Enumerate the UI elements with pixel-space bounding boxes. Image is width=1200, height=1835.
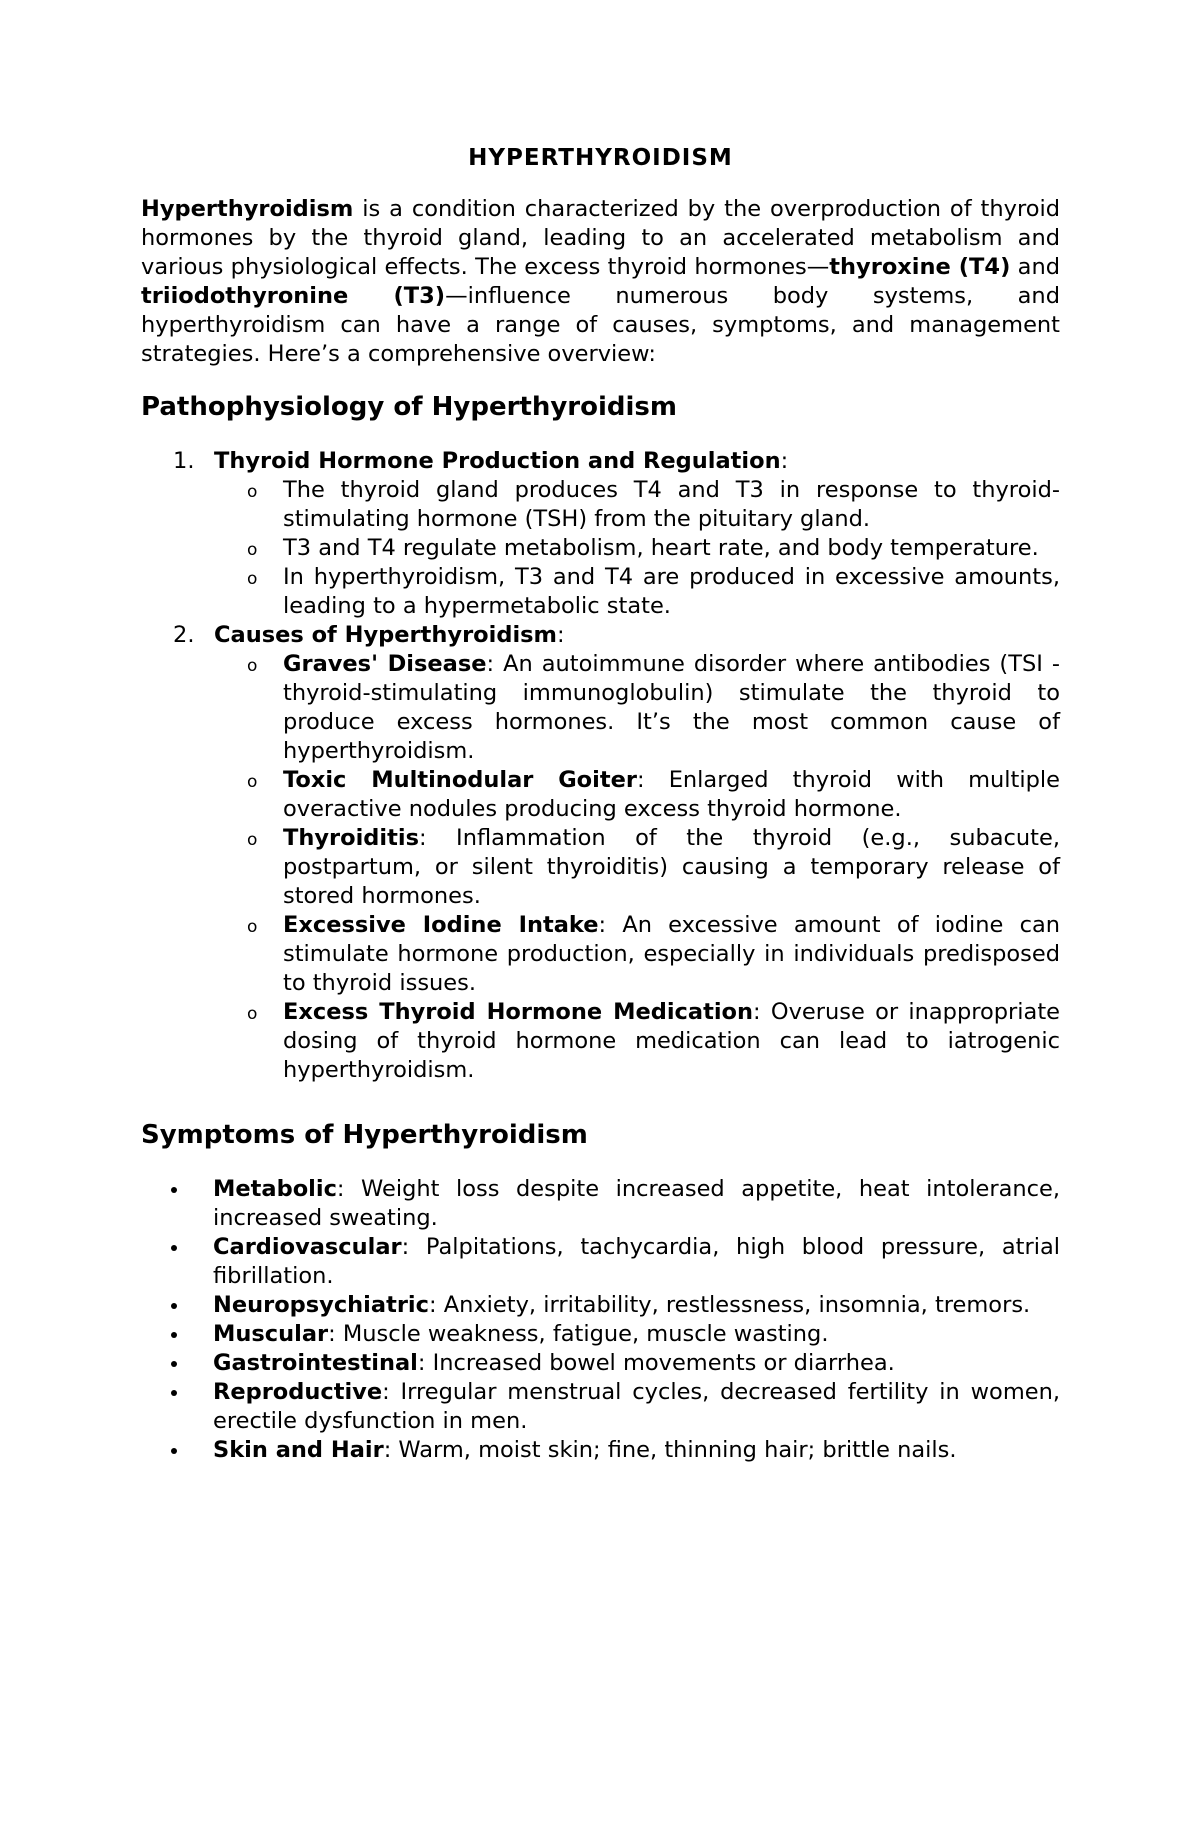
list-item-term: Toxic Multinodular Goiter	[283, 767, 637, 793]
symptom-text: : Muscle weakness, fatigue, muscle wasting.	[328, 1321, 829, 1347]
circle-bullet-icon: o	[247, 917, 258, 937]
list-item-term: Excessive Iodine Intake	[283, 912, 599, 938]
symptom-term: Neuropsychiatric	[213, 1292, 429, 1318]
list-item	[141, 650, 1060, 766]
list-item-text: : Overuse or inappropriate dosing of thyroid hormone medication can lead to iatrogenic hyperthyroidism.	[283, 999, 1061, 1083]
section-causes	[141, 621, 1060, 1085]
list-item	[141, 998, 1060, 1085]
list-item-text: In hyperthyroidism, T3 and T4 are produced in excessive amounts, leading to a hypermetabolic state.	[283, 564, 1060, 619]
circle-bullet-icon: o	[247, 482, 258, 502]
list-item	[141, 766, 1060, 824]
section-hormone-production	[141, 447, 1060, 621]
sub-list	[214, 650, 1060, 1085]
symptom-text: : Weight loss despite increased appetite, heat intolerance, increased sweating.	[213, 1176, 1060, 1231]
symptom-item	[141, 1436, 1060, 1465]
symptom-term: Muscular	[213, 1321, 329, 1347]
section-colon: :	[557, 622, 565, 648]
document-title: HYPERTHYROIDISM	[468, 145, 733, 171]
section-number: 2.	[173, 622, 195, 648]
pathophysiology-list	[141, 447, 1060, 1085]
symptom-term: Reproductive	[213, 1379, 383, 1405]
intro-bold-triiodothyronine: triiodothyronine (T3)	[141, 283, 446, 309]
section-colon: :	[780, 448, 789, 474]
bullet-dot-icon	[171, 1332, 177, 1338]
list-item-term: Excess Thyroid Hormone Medication	[283, 999, 754, 1025]
pathophysiology-heading: Pathophysiology of Hyperthyroidism	[141, 392, 677, 422]
list-item	[141, 476, 1060, 534]
intro-text-c: and	[1010, 254, 1061, 280]
symptom-text: : Palpitations, tachycardia, high blood pressure, atrial fibrillation.	[213, 1234, 1060, 1289]
symptom-text: : Anxiety, irritability, restlessness, insomnia, tremors.	[428, 1292, 1031, 1318]
section-title: Thyroid Hormone Production and Regulation	[214, 448, 781, 474]
symptom-text: : Irregular menstrual cycles, decreased fertility in women, erectile dysfunction in men.	[213, 1379, 1060, 1434]
bullet-dot-icon	[171, 1361, 177, 1367]
symptom-text: : Warm, moist skin; fine, thinning hair; brittle nails.	[383, 1437, 957, 1463]
document-page	[141, 132, 1060, 1465]
list-item-text: : Inflammation of the thyroid (e.g., subacute, postpartum, or silent thyroiditis) causing a temporary release of stored hormones.	[283, 825, 1060, 909]
symptom-item	[141, 1233, 1060, 1291]
circle-bullet-icon: o	[247, 540, 258, 560]
list-item-text: : An autoimmune disorder where antibodies (TSI - thyroid-stimulating immunoglobulin) stimulate the thyroid to produce excess hormones. It’s the most common cause of hyperthyroidism.	[283, 651, 1060, 764]
list-item-term: Thyroiditis	[283, 825, 419, 851]
symptoms-heading: Symptoms of Hyperthyroidism	[141, 1120, 588, 1150]
list-item	[141, 534, 1060, 563]
list-item-text: The thyroid gland produces T4 and T3 in response to thyroid-stimulating hormone (TSH) from the pituitary gland.	[283, 477, 1060, 532]
list-item	[141, 563, 1060, 621]
symptom-item	[141, 1291, 1060, 1320]
symptom-text: : Increased bowel movements or diarrhea.	[417, 1350, 895, 1376]
symptom-item	[141, 1378, 1060, 1436]
bullet-dot-icon	[171, 1187, 177, 1193]
symptom-item	[141, 1349, 1060, 1378]
bullet-dot-icon	[171, 1245, 177, 1251]
intro-text-e: —influence numerous body systems, and hyperthyroidism can have a range of causes, symptoms, and management strategies. Here’s a comprehensive overview:	[141, 283, 1060, 367]
section-title: Causes of Hyperthyroidism	[214, 622, 557, 648]
list-item-text: : An excessive amount of iodine can stimulate hormone production, especially in individuals predisposed to thyroid issues.	[283, 912, 1060, 996]
list-item	[141, 824, 1060, 911]
symptom-item	[141, 1175, 1060, 1233]
intro-text-a: is a condition characterized by the overproduction of thyroid hormones by the thyroid gland, leading to an accelerated metabolism and various physiological effects. The excess thyroid hormones—	[141, 196, 1060, 280]
intro-paragraph	[141, 195, 1060, 369]
symptom-term: Gastrointestinal	[213, 1350, 418, 1376]
circle-bullet-icon: o	[247, 569, 258, 589]
symptom-item	[141, 1320, 1060, 1349]
bullet-dot-icon	[171, 1390, 177, 1396]
list-item-term: Graves' Disease	[283, 651, 487, 677]
list-item-text: : Enlarged thyroid with multiple overactive nodules producing excess thyroid hormone.	[283, 767, 1060, 822]
symptom-term: Skin and Hair	[213, 1437, 384, 1463]
symptom-term: Metabolic	[213, 1176, 337, 1202]
circle-bullet-icon: o	[247, 830, 258, 850]
circle-bullet-icon: o	[247, 1004, 258, 1024]
bullet-dot-icon	[171, 1448, 177, 1454]
list-item	[141, 911, 1060, 998]
intro-term: Hyperthyroidism	[141, 196, 354, 222]
section-number: 1.	[173, 448, 195, 474]
bullet-dot-icon	[171, 1303, 177, 1309]
symptoms-list	[141, 1175, 1060, 1465]
circle-bullet-icon: o	[247, 656, 258, 676]
symptom-term: Cardiovascular	[213, 1234, 402, 1260]
list-item-text: T3 and T4 regulate metabolism, heart rate, and body temperature.	[283, 535, 1039, 561]
sub-list	[214, 476, 1060, 621]
intro-bold-thyroxine: thyroxine (T4)	[829, 254, 1011, 280]
circle-bullet-icon: o	[247, 772, 258, 792]
